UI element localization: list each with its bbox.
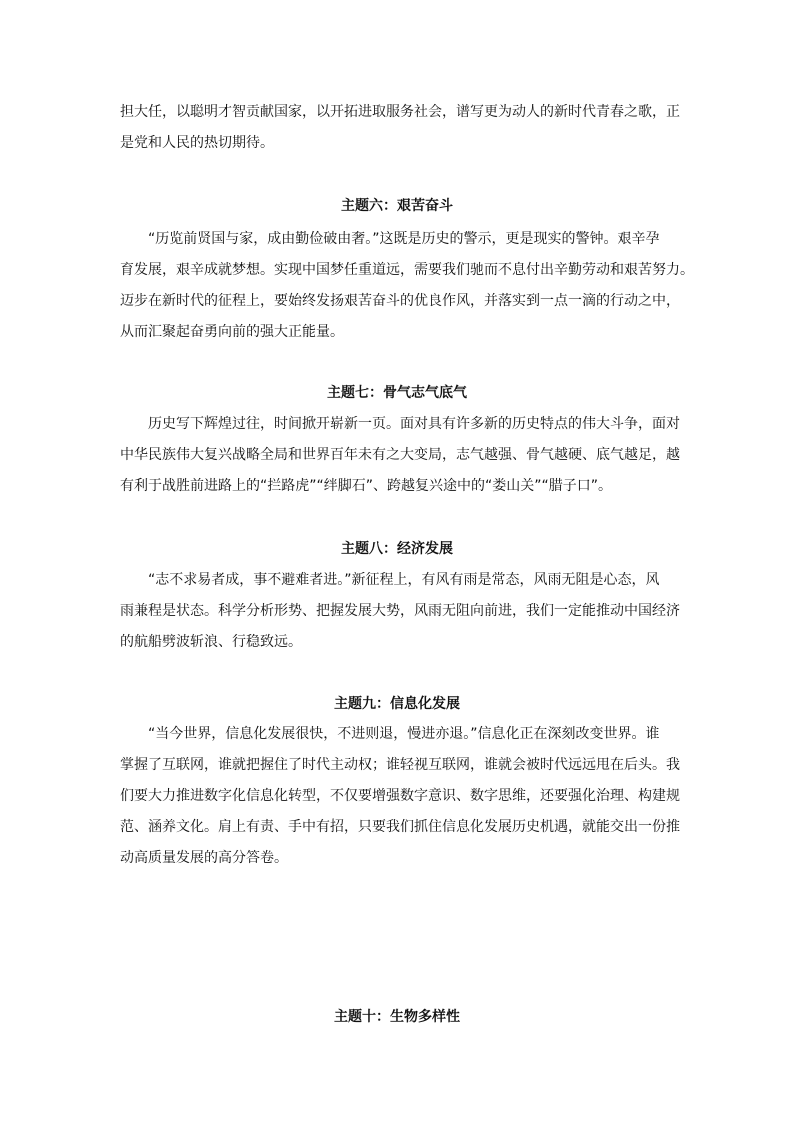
section-heading-10: 主题十：生物多样性 (334, 1009, 460, 1025)
paragraph-line: 从而汇聚起奋勇向前的强大正能量。 (120, 324, 344, 340)
paragraph-line: 的航船劈波斩浪、行稳致远。 (120, 634, 302, 650)
section-heading-6: 主题六：艰苦奋斗 (341, 198, 453, 214)
intro-line: 担大任，以聪明才智贡献国家，以开拓进取服务社会，谱写更为动人的新时代青春之歌，正 (120, 104, 680, 120)
section-paragraph-8 (120, 565, 680, 658)
paragraph-line: 历史写下辉煌过往，时间掀开崭新一页。面对具有许多新的历史特点的伟大斗争，面对 (120, 416, 680, 432)
paragraph-line: 有利于战胜前进路上的“拦路虎”“绊脚石”、跨越复兴途中的“娄山关”“腊子口”。 (120, 478, 613, 494)
paragraph-line: 动高质量发展的高分答卷。 (120, 850, 288, 866)
section-heading-7: 主题七：骨气志气底气 (327, 385, 467, 401)
section-paragraph-6 (120, 224, 694, 348)
paragraph-line: “志不求易者成，事不避难者进。”新征程上，有风有雨是常态，风雨无阻是心态，风 (120, 572, 660, 588)
paragraph-line: 中华民族伟大复兴战略全局和世界百年未有之大变局，志气越强、骨气越硬、底气越足，越 (120, 447, 680, 463)
paragraph-line: “历览前贤国与家，成由勤俭破由奢。”这既是历史的警示，更是现实的警钟。艰辛孕 (120, 231, 660, 247)
paragraph-line: 迈步在新时代的征程上，要始终发扬艰苦奋斗的优良作风，并落实到一点一滴的行动之中， (120, 293, 680, 309)
intro-paragraph (120, 97, 680, 159)
paragraph-line: 育发展，艰辛成就梦想。实现中国梦任重道远，需要我们驰而不息付出辛勤劳动和艰苦努力。 (120, 262, 694, 278)
paragraph-line: 们要大力推进数字化信息化转型，不仅要增强数字意识、数字思维，还要强化治理、构建规 (120, 788, 680, 804)
section-paragraph-7 (120, 409, 680, 502)
paragraph-line: “当今世界，信息化发展很快，不进则退，慢进亦退。”信息化正在深刻改变世界。谁 (120, 726, 660, 742)
section-heading-9: 主题九：信息化发展 (334, 696, 460, 712)
section-paragraph-9 (120, 719, 680, 874)
paragraph-line: 雨兼程是状态。科学分析形势、把握发展大势，风雨无阻向前进，我们一定能推动中国经济 (120, 603, 680, 619)
paragraph-line: 范、涵养文化。肩上有责、手中有招，只要我们抓住信息化发展历史机遇，就能交出一份推 (120, 819, 680, 835)
section-heading-8: 主题八：经济发展 (341, 541, 453, 557)
paragraph-line: 掌握了互联网，谁就把握住了时代主动权；谁轻视互联网，谁就会被时代远远甩在后头。我 (120, 757, 680, 773)
intro-line: 是党和人民的热切期待。 (120, 135, 274, 151)
